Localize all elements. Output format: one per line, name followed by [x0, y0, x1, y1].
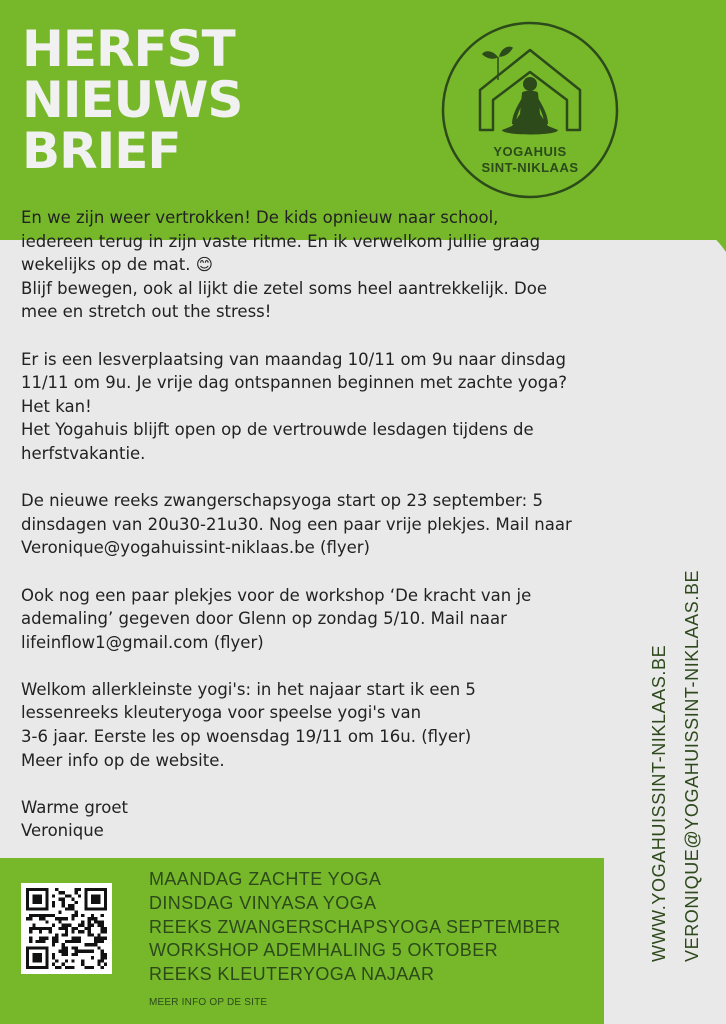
body-line: Veronique@yogahuissint-niklaas.be (flyer)	[21, 538, 370, 558]
more-info-note: MEER INFO OP DE SITE	[149, 997, 268, 1008]
schedule-item: DINSDAG VINYASA YOGA	[149, 892, 377, 913]
schedule-list	[149, 868, 561, 987]
logo-text-line-2: SINT-NIKLAAS	[481, 160, 579, 175]
body-line: dinsdagen van 20u30-21u30. Nog een paar vrije plekjes. Mail naar	[21, 514, 572, 534]
leaf-icon	[483, 47, 512, 80]
email-link[interactable]: VERONIQUE@YOGAHUISSINT-NIKLAAS.BE	[682, 569, 702, 962]
body-line-with-emoji	[21, 253, 621, 277]
body-line: 11/11 om 9u. Je vrije dag ontspannen beginnen met zachte yoga?	[21, 373, 568, 393]
qr-code[interactable]	[21, 883, 112, 974]
body-line: herfstvakantie.	[21, 443, 146, 463]
schedule-item: REEKS KLEUTERYOGA NAJAAR	[149, 964, 435, 985]
body-line: De nieuwe reeks zwangerschapsyoga start op 23 september: 5	[21, 491, 543, 511]
body-line: mee en stretch out the stress!	[21, 302, 272, 322]
newsletter-body	[21, 206, 621, 843]
body-line: lessenreeks kleuteryoga voor speelse yogi's van	[21, 703, 422, 723]
body-line: Het kan!	[21, 396, 92, 416]
qr-code-icon	[26, 888, 107, 969]
body-text: wekelijks op de mat.	[21, 255, 191, 275]
closing-signature: Veronique	[21, 821, 104, 841]
body-line: lifeinflow1@gmail.com (flyer)	[21, 632, 264, 652]
body-line: Ook nog een paar plekjes voor de workshop ‘De kracht van je	[21, 585, 532, 605]
body-line: En we zijn weer vertrokken! De kids opnieuw naar school,	[21, 208, 499, 227]
body-line: 3-6 jaar. Eerste les op woensdag 19/11 om 16u. (flyer)	[21, 727, 472, 747]
body-line: Welkom allerkleinste yogi's: in het najaar start ik een 5	[21, 679, 476, 699]
smile-emoji-icon: 😊	[195, 255, 213, 275]
title-line-1: HERFST	[22, 20, 235, 78]
schedule-item: MAANDAG ZACHTE YOGA	[149, 869, 382, 889]
newsletter-title	[22, 20, 243, 180]
logo-text-line-1: YOGAHUIS	[493, 144, 567, 159]
website-link[interactable]: WWW.YOGAHUISSINT-NIKLAAS.BE	[649, 644, 669, 962]
body-line: Het Yogahuis blijft open op de vertrouwde lesdagen tijdens de	[21, 420, 534, 440]
body-line: iedereen terug in zijn vaste ritme. En ik verwelkom jullie graag	[21, 231, 541, 251]
closing-greeting: Warme groet	[21, 797, 128, 817]
body-line: Blijf bewegen, ook al lijkt die zetel soms heel aantrekkelijk. Doe	[21, 278, 547, 298]
yogahuis-logo	[440, 20, 620, 200]
body-line: ademaling’ gegeven door Glenn op zondag 5/10. Mail naar	[21, 609, 507, 629]
schedule-item: REEKS ZWANGERSCHAPSYOGA SEPTEMBER	[149, 916, 561, 937]
body-line: Meer info op de website.	[21, 750, 225, 770]
body-line: Er is een lesverplaatsing van maandag 10/11 om 9u naar dinsdag	[21, 349, 566, 369]
title-line-3: BRIEF	[22, 122, 181, 180]
title-line-2: NIEUWS	[22, 71, 243, 129]
schedule-item: WORKSHOP ADEMHALING 5 OKTOBER	[149, 940, 499, 961]
